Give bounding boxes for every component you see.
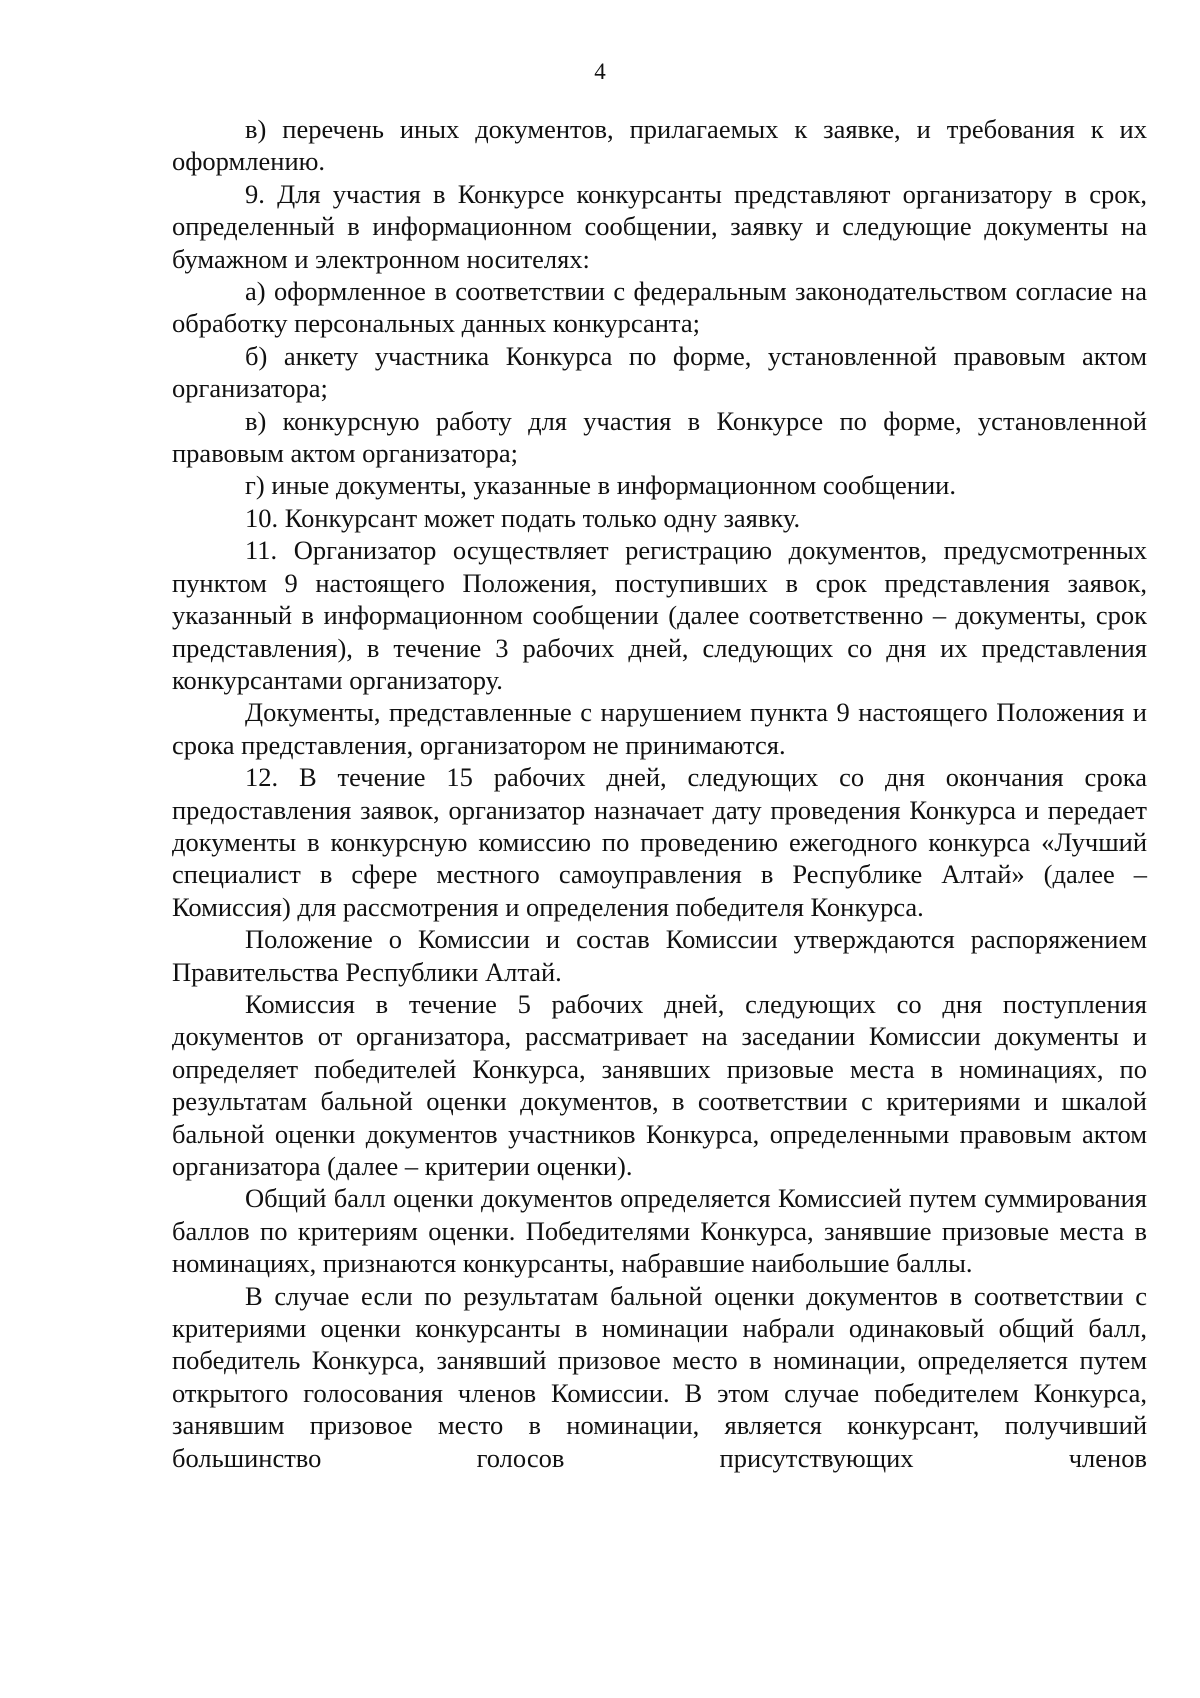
paragraph-item-a-consent: а) оформленное в соответствии с федеральным законодательством согласие на обработку персональных данных конкурсанта; (172, 276, 1147, 339)
paragraph-clause-12: 12. В течение 15 рабочих дней, следующих со дня окончания срока предоставления заявок, организатор назначает дату проведения Конкурса и передает документы в конкурсную комиссию по проведению ежегодного конкурса «Лучший специалист в сфере местного самоуправления в Республике Алтай» (далее – Комиссия) для рассмотрения и определения победителя Конкурса. (172, 762, 1147, 922)
paragraph-item-b-questionnaire: б) анкету участника Конкурса по форме, установленной правовым актом организатора; (172, 340, 1147, 404)
paragraph-rejected-documents: Документы, представленные с нарушением пункта 9 настоящего Положения и срока представления, организатором не принимаются. (172, 697, 1147, 760)
paragraph-item-v-competition-work: в) конкурсную работу для участия в Конкурсе по форме, установленной правовым актом организатора; (172, 405, 1147, 469)
paragraph-clause-10: 10. Конкурсант может подать только одну заявку. (245, 502, 801, 533)
paragraph-item-g-other: г) иные документы, указанные в информационном сообщении. (245, 470, 956, 501)
paragraph-commission-review: Комиссия в течение 5 рабочих дней, следующих со дня поступления документов от организатора, рассматривает на заседании Комиссии документы и определяет победителей Конкурса, занявших призовые места в номинациях, по результатам бальной оценки документов, в соответствии с критериями и шкалой бальной оценки документов участников Конкурса, определенными правовым актом организатора (далее – критерии оценки). (172, 988, 1147, 1181)
paragraph-clause-9: 9. Для участия в Конкурсе конкурсанты представляют организатору в срок, определенный в информационном сообщении, заявку и следующие документы на бумажном и электронном носителях: (172, 178, 1147, 274)
paragraph-commission-regulation: Положение о Комиссии и состав Комиссии утверждаются распоряжением Правительства Республики Алтай. (172, 924, 1147, 987)
page-number: 4 (594, 59, 606, 84)
paragraph-clause-11: 11. Организатор осуществляет регистрацию документов, предусмотренных пунктом 9 настоящего Положения, поступивших в срок представления заявок, указанный в информационном сообщении (далее соответственно – документы, срок представления), в течение 3 рабочих дней, следующих со дня их представления конкурсантами организатору. (172, 535, 1147, 695)
paragraph-tie-vote: В случае если по результатам бальной оценки документов в соответствии с критериями оценки конкурсанты в номинации набрали одинаковый общий балл, победитель Конкурса, занявший призовое место в номинации, определяется путем открытого голосования членов Комиссии. В этом случае победителем Конкурса, занявшим призовое место в номинации, является конкурсант, получивший большинство голосов присутствующих членов (172, 1280, 1147, 1473)
paragraph-item-v-other-documents: в) перечень иных документов, прилагаемых к заявке, и требования к их оформлению. (172, 114, 1147, 177)
document-body (172, 113, 1147, 1474)
paragraph-total-score: Общий балл оценки документов определяется Комиссией путем суммирования баллов по критериям оценки. Победителями Конкурса, занявшие призовые места в номинациях, признаются конкурсанты, набравшие наибольшие баллы. (172, 1183, 1147, 1279)
